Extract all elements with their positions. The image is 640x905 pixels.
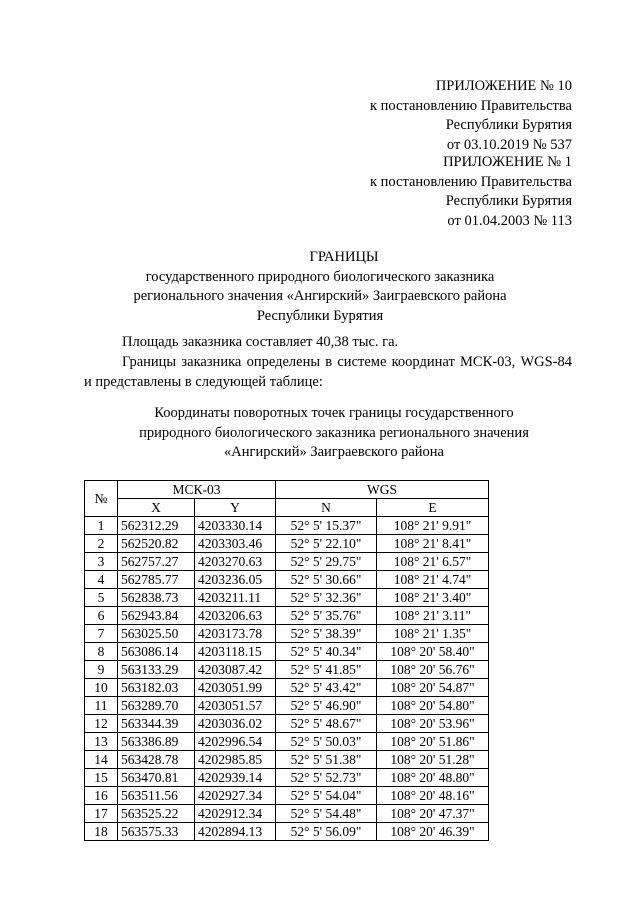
- latitude-cell: 52° 5' 38.39": [276, 625, 377, 643]
- x-coordinate-cell: 562312.29: [118, 517, 195, 535]
- point-number-cell: 17: [85, 805, 118, 823]
- header-msk03: МСК-03: [118, 481, 276, 499]
- table-row: [85, 625, 489, 643]
- table-body: [85, 517, 489, 841]
- appendix-government: Республики Бурятия: [445, 117, 572, 133]
- y-coordinate-cell: 4203051.57: [195, 697, 276, 715]
- longitude-cell: 108° 20' 56.76": [377, 661, 489, 679]
- latitude-cell: 52° 5' 52.73": [276, 769, 377, 787]
- table-row: [85, 787, 489, 805]
- longitude-cell: 108° 21' 9.91": [377, 517, 489, 535]
- header-y: Y: [195, 499, 276, 517]
- document-title: [0, 248, 640, 326]
- x-coordinate-cell: 562943.84: [118, 607, 195, 625]
- table-row: [85, 823, 489, 841]
- x-coordinate-cell: 563289.70: [118, 697, 195, 715]
- y-coordinate-cell: 4203211.11: [195, 589, 276, 607]
- latitude-cell: 52° 5' 32.36": [276, 589, 377, 607]
- longitude-cell: 108° 20' 51.86": [377, 733, 489, 751]
- y-coordinate-cell: 4202939.14: [195, 769, 276, 787]
- table-row: [85, 517, 489, 535]
- caption-line: природного биологического заказника регионального значения: [139, 424, 529, 441]
- point-number-cell: 4: [85, 571, 118, 589]
- y-coordinate-cell: 4203118.15: [195, 643, 276, 661]
- y-coordinate-cell: 4203173.78: [195, 625, 276, 643]
- point-number-cell: 9: [85, 661, 118, 679]
- point-number-cell: 13: [85, 733, 118, 751]
- latitude-cell: 52° 5' 22.10": [276, 535, 377, 553]
- point-number-cell: 7: [85, 625, 118, 643]
- appendix-current-header: [370, 77, 572, 155]
- y-coordinate-cell: 4203236.05: [195, 571, 276, 589]
- area-paragraph: Площадь заказника составляет 40,38 тыс. га.: [122, 334, 399, 350]
- point-number-cell: 1: [85, 517, 118, 535]
- header-e: E: [377, 499, 489, 517]
- point-number-cell: 15: [85, 769, 118, 787]
- latitude-cell: 52° 5' 35.76": [276, 607, 377, 625]
- longitude-cell: 108° 20' 53.96": [377, 715, 489, 733]
- longitude-cell: 108° 20' 51.28": [377, 751, 489, 769]
- x-coordinate-cell: 563575.33: [118, 823, 195, 841]
- longitude-cell: 108° 20' 48.80": [377, 769, 489, 787]
- latitude-cell: 52° 5' 54.48": [276, 805, 377, 823]
- appendix-original-header: [370, 153, 572, 231]
- appendix-resolution-ref: к постановлению Правительства: [370, 97, 572, 114]
- table-row: [85, 769, 489, 787]
- latitude-cell: 52° 5' 56.09": [276, 823, 377, 841]
- y-coordinate-cell: 4202912.34: [195, 805, 276, 823]
- longitude-cell: 108° 20' 46.39": [377, 823, 489, 841]
- table-row: [85, 607, 489, 625]
- point-number-cell: 5: [85, 589, 118, 607]
- caption-line: Координаты поворотных точек границы государственного: [154, 405, 514, 421]
- appendix-number: ПРИЛОЖЕНИЕ № 1: [443, 154, 572, 170]
- point-number-cell: 12: [85, 715, 118, 733]
- title-line: Республики Бурятия: [256, 307, 384, 324]
- latitude-cell: 52° 5' 40.34": [276, 643, 377, 661]
- y-coordinate-cell: 4202996.54: [195, 733, 276, 751]
- longitude-cell: 108° 20' 54.80": [377, 697, 489, 715]
- x-coordinate-cell: 563470.81: [118, 769, 195, 787]
- table-row: [85, 553, 489, 571]
- y-coordinate-cell: 4203303.46: [195, 535, 276, 553]
- latitude-cell: 52° 5' 41.85": [276, 661, 377, 679]
- header-number: №: [85, 481, 118, 517]
- x-coordinate-cell: 562757.27: [118, 553, 195, 571]
- point-number-cell: 10: [85, 679, 118, 697]
- longitude-cell: 108° 21' 6.57": [377, 553, 489, 571]
- appendix-number: ПРИЛОЖЕНИЕ № 10: [435, 78, 572, 94]
- caption-line: «Ангирский» Заиграевского района: [224, 444, 444, 460]
- x-coordinate-cell: 563386.89: [118, 733, 195, 751]
- title-line: регионального значения «Ангирский» Заиграевского района: [133, 288, 507, 304]
- x-coordinate-cell: 563525.22: [118, 805, 195, 823]
- x-coordinate-cell: 563344.39: [118, 715, 195, 733]
- x-coordinate-cell: 563511.56: [118, 787, 195, 805]
- point-number-cell: 18: [85, 823, 118, 841]
- y-coordinate-cell: 4202985.85: [195, 751, 276, 769]
- latitude-cell: 52° 5' 29.75": [276, 553, 377, 571]
- y-coordinate-cell: 4203036.02: [195, 715, 276, 733]
- x-coordinate-cell: 562838.73: [118, 589, 195, 607]
- latitude-cell: 52° 5' 15.37": [276, 517, 377, 535]
- title-heading: ГРАНИЦЫ: [309, 249, 379, 265]
- point-number-cell: 11: [85, 697, 118, 715]
- title-line: государственного природного биологического заказника: [145, 268, 495, 285]
- table-row: [85, 805, 489, 823]
- longitude-cell: 108° 20' 58.40": [377, 643, 489, 661]
- table-subheader-row: [85, 499, 489, 517]
- longitude-cell: 108° 21' 4.74": [377, 571, 489, 589]
- x-coordinate-cell: 562520.82: [118, 535, 195, 553]
- longitude-cell: 108° 21' 8.41": [377, 535, 489, 553]
- x-coordinate-cell: 563025.50: [118, 625, 195, 643]
- header-x: X: [118, 499, 195, 517]
- longitude-cell: 108° 21' 1.35": [377, 625, 489, 643]
- latitude-cell: 52° 5' 54.04": [276, 787, 377, 805]
- longitude-cell: 108° 20' 48.16": [377, 787, 489, 805]
- latitude-cell: 52° 5' 46.90": [276, 697, 377, 715]
- table-row: [85, 535, 489, 553]
- appendix-government: Республики Бурятия: [445, 193, 572, 209]
- table-row: [85, 589, 489, 607]
- coordinates-table: [84, 480, 489, 841]
- table-row: [85, 661, 489, 679]
- longitude-cell: 108° 20' 54.87": [377, 679, 489, 697]
- x-coordinate-cell: 563428.78: [118, 751, 195, 769]
- y-coordinate-cell: 4203270.63: [195, 553, 276, 571]
- longitude-cell: 108° 21' 3.11": [377, 607, 489, 625]
- point-number-cell: 3: [85, 553, 118, 571]
- x-coordinate-cell: 563182.03: [118, 679, 195, 697]
- table-header-row: [85, 481, 489, 499]
- table-row: [85, 733, 489, 751]
- longitude-cell: 108° 20' 47.37": [377, 805, 489, 823]
- point-number-cell: 2: [85, 535, 118, 553]
- table-row: [85, 643, 489, 661]
- table-caption: [100, 404, 568, 463]
- longitude-cell: 108° 21' 3.40": [377, 589, 489, 607]
- appendix-date: от 03.10.2019 № 537: [446, 136, 572, 153]
- latitude-cell: 52° 5' 48.67": [276, 715, 377, 733]
- y-coordinate-cell: 4203051.99: [195, 679, 276, 697]
- latitude-cell: 52° 5' 30.66": [276, 571, 377, 589]
- header-wgs: WGS: [276, 481, 489, 499]
- header-n: N: [276, 499, 377, 517]
- latitude-cell: 52° 5' 43.42": [276, 679, 377, 697]
- point-number-cell: 16: [85, 787, 118, 805]
- x-coordinate-cell: 563086.14: [118, 643, 195, 661]
- y-coordinate-cell: 4202894.13: [195, 823, 276, 841]
- appendix-date: от 01.04.2003 № 113: [447, 212, 572, 229]
- point-number-cell: 8: [85, 643, 118, 661]
- point-number-cell: 6: [85, 607, 118, 625]
- appendix-resolution-ref: к постановлению Правительства: [370, 173, 572, 190]
- table-row: [85, 571, 489, 589]
- y-coordinate-cell: 4203330.14: [195, 517, 276, 535]
- table-row: [85, 715, 489, 733]
- y-coordinate-cell: 4203087.42: [195, 661, 276, 679]
- y-coordinate-cell: 4203206.63: [195, 607, 276, 625]
- coordinate-system-paragraph: Границы заказника определены в системе координат МСК-03, WGS-84 и представлены в следующей таблице:: [84, 354, 572, 390]
- table-row: [85, 697, 489, 715]
- latitude-cell: 52° 5' 51.38": [276, 751, 377, 769]
- point-number-cell: 14: [85, 751, 118, 769]
- table-row: [85, 751, 489, 769]
- x-coordinate-cell: 562785.77: [118, 571, 195, 589]
- table-row: [85, 679, 489, 697]
- x-coordinate-cell: 563133.29: [118, 661, 195, 679]
- y-coordinate-cell: 4202927.34: [195, 787, 276, 805]
- latitude-cell: 52° 5' 50.03": [276, 733, 377, 751]
